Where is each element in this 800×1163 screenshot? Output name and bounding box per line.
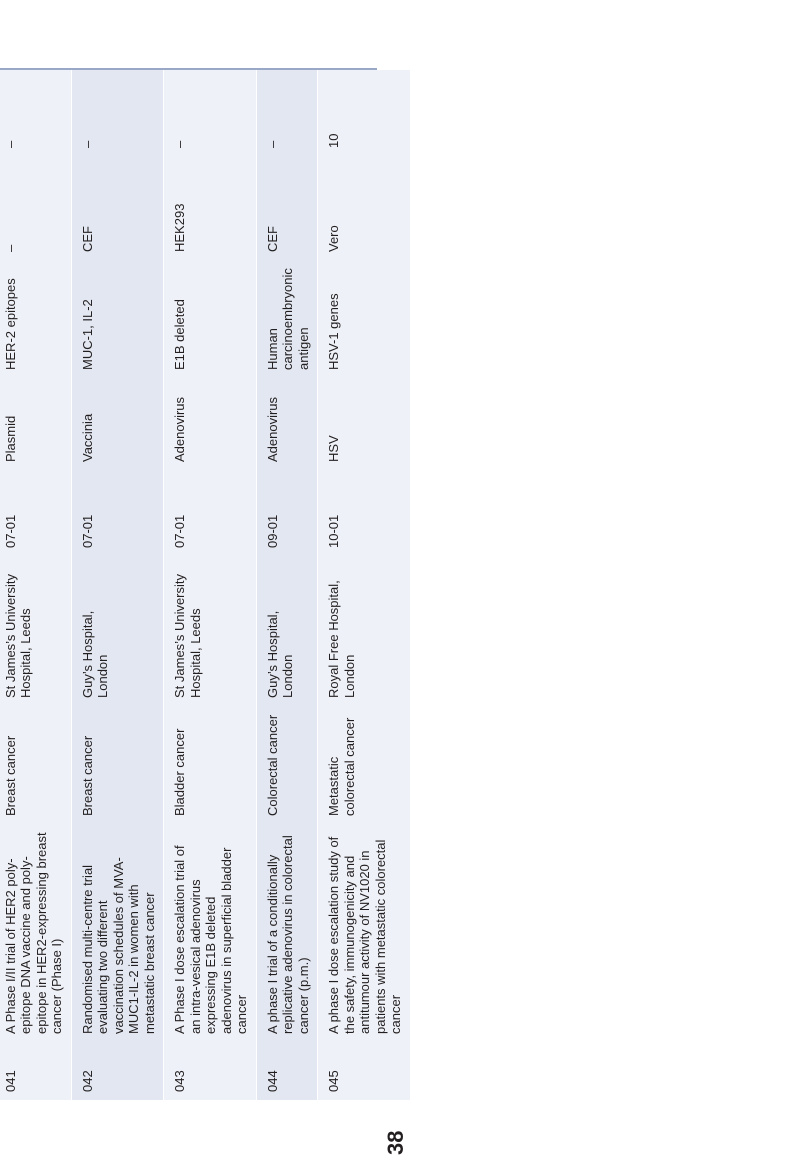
- cell-centre: Guy’s Hospital, London: [71, 556, 164, 706]
- table-row: [71, 70, 164, 1100]
- cell-cell-line: CEF: [71, 156, 164, 260]
- cell-details: Metastatic colorectal cancer: [318, 706, 411, 824]
- cell-no-of-patients: –: [0, 70, 71, 156]
- cell-details: Colorectal cancer: [256, 706, 318, 824]
- cell-vector: HSV: [318, 378, 411, 470]
- cell-no-of-patients: 10: [318, 70, 411, 156]
- cell-gene: HER-2 epitopes: [0, 260, 71, 378]
- cell-outline-approval: 07-01: [164, 470, 257, 556]
- table-row: [318, 70, 411, 1100]
- cell-protocol-name: A Phase I dose escalation trial of an intra-vesical adenovirus expressing E1B deleted adenovirus in superficial bladder cancer: [164, 824, 257, 1042]
- table-row: [256, 70, 318, 1100]
- cell-gtac-no: 045: [318, 1042, 411, 1100]
- protocol-table: [0, 70, 411, 1100]
- cell-gtac-no: 043: [164, 1042, 257, 1100]
- cell-protocol-name: A phase I trial of a conditionally replicative adenovirus in colorectal cancer (p.m.): [256, 824, 318, 1042]
- cell-vector: Adenovirus: [164, 378, 257, 470]
- page-number: 38: [383, 1130, 408, 1155]
- table-edge-rule: [0, 68, 377, 70]
- cell-centre: St James’s University Hospital, Leeds: [0, 556, 71, 706]
- cell-details: Bladder cancer: [164, 706, 257, 824]
- cell-cell-line: CEF: [256, 156, 318, 260]
- cell-no-of-patients: –: [164, 70, 257, 156]
- cell-cell-line: HEK293: [164, 156, 257, 260]
- cell-gene: HSV-1 genes: [318, 260, 411, 378]
- cell-centre: St James’s University Hospital, Leeds: [164, 556, 257, 706]
- cell-outline-approval: 07-01: [0, 470, 71, 556]
- cell-vector: Vaccinia: [71, 378, 164, 470]
- cell-centre: Guy’s Hospital, London: [256, 556, 318, 706]
- cell-outline-approval: 07-01: [71, 470, 164, 556]
- cell-outline-approval: 09-01: [256, 470, 318, 556]
- cell-details: Breast cancer: [0, 706, 71, 824]
- protocol-table-container: [0, 70, 403, 1100]
- cell-centre: Royal Free Hospital, London: [318, 556, 411, 706]
- cell-vector: Plasmid: [0, 378, 71, 470]
- cell-vector: Adenovirus: [256, 378, 318, 470]
- cell-gene: E1B deleted: [164, 260, 257, 378]
- cell-details: Breast cancer: [71, 706, 164, 824]
- cell-gene: Human carcinoembryonic antigen: [256, 260, 318, 378]
- cell-cell-line: –: [0, 156, 71, 260]
- cell-gene: MUC-1, IL-2: [71, 260, 164, 378]
- cell-protocol-name: Randomised multi-centre trial evaluating two different vaccination schedules of MVA-MUC1-IL-2 in women with metastatic breast cancer: [71, 824, 164, 1042]
- cell-cell-line: Vero: [318, 156, 411, 260]
- cell-outline-approval: 10-01: [318, 470, 411, 556]
- cell-protocol-name: A phase I dose escalation study of the safety, immunogenicity and antitumour activity of NV1020 in patients with metastatic colorectal cancer: [318, 824, 411, 1042]
- cell-no-of-patients: –: [256, 70, 318, 156]
- cell-protocol-name: A Phase I/II trial of HER2 poly-epitope DNA vaccine and poly-epitope in HER2-expressing breast cancer (Phase I): [0, 824, 71, 1042]
- cell-no-of-patients: –: [71, 70, 164, 156]
- table-row: [0, 70, 71, 1100]
- cell-gtac-no: 044: [256, 1042, 318, 1100]
- cell-gtac-no: 042: [71, 1042, 164, 1100]
- cell-gtac-no: 041: [0, 1042, 71, 1100]
- table-row: [164, 70, 257, 1100]
